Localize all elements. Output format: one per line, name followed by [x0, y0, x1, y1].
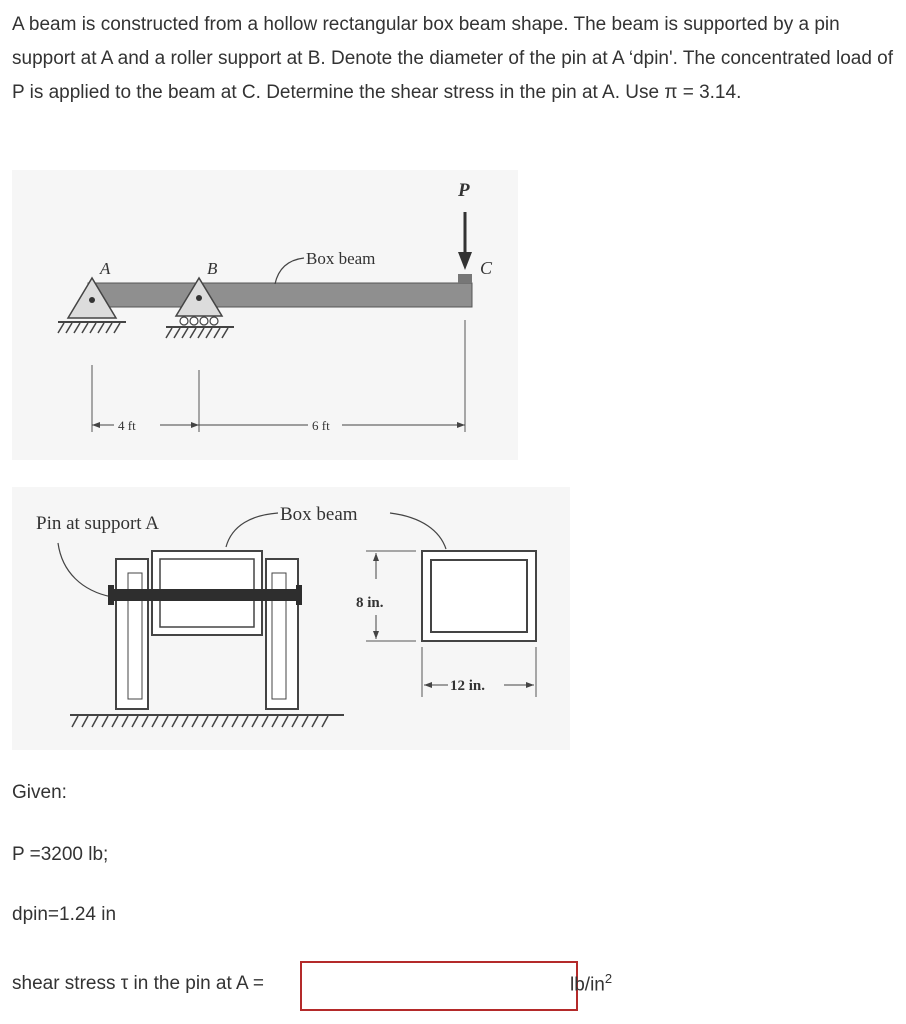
load-plate [458, 274, 472, 283]
clevis-left [116, 559, 148, 709]
pin-detail-diagram [12, 487, 570, 750]
label-box-beam-section: Box beam [280, 504, 358, 525]
shear-stress-input[interactable] [300, 961, 578, 1011]
dim-6ft: 6 ft [312, 418, 330, 433]
given-p: P =3200 lb; [12, 844, 109, 865]
pin [110, 589, 302, 601]
dim-4ft: 4 ft [118, 418, 136, 433]
pin-leader [58, 543, 112, 597]
label-b: B [207, 259, 218, 278]
dim-8in: 8 in. [356, 595, 384, 611]
label-p: P [458, 180, 470, 201]
label-a: A [100, 259, 111, 278]
beam-diagram [12, 170, 518, 460]
dim-12in: 12 in. [450, 678, 486, 694]
label-box-beam: Box beam [306, 249, 376, 268]
load-arrowhead [458, 252, 472, 270]
unit-exponent: 2 [604, 971, 613, 986]
unit-base: lb/in [570, 974, 605, 996]
answer-label: shear stress τ in the pin at A = [12, 973, 265, 994]
given-dpin: dpin=1.24 in [12, 904, 117, 925]
clevis-right [266, 559, 298, 709]
box-beam-leader [275, 258, 304, 284]
given-heading: Given: [12, 782, 67, 803]
problem-statement: A beam is constructed from a hollow rectangular box beam shape. The beam is supported by a pin support at A and a roller support at B. Denote the diameter of the pin at A ‘dpin'. The concentrated load of P is applied to the beam at C. Determine the shear stress in the pin at A. Use π = 3.14. [12, 14, 894, 103]
label-c: C [480, 258, 493, 278]
label-pin-support: Pin at support A [36, 513, 159, 534]
unit-label [570, 971, 612, 996]
box-beam [88, 283, 472, 307]
